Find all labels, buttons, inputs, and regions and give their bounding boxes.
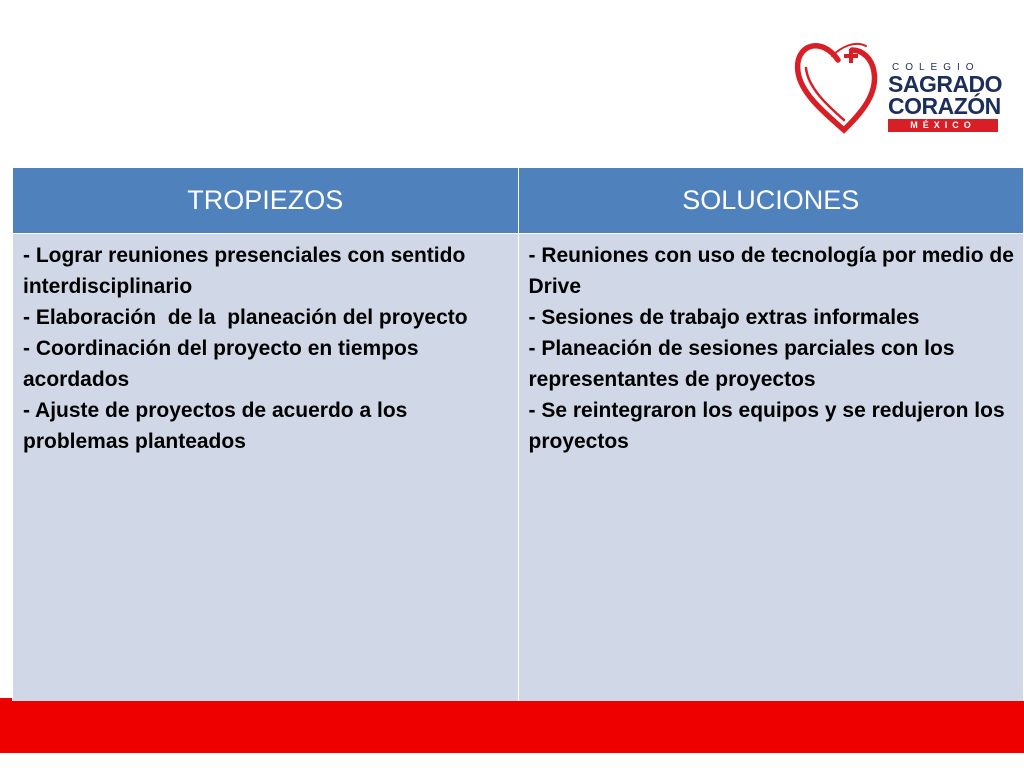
tropiezo-item: - Elaboración de la planeación del proyecto xyxy=(23,306,468,329)
solucion-item: - Reuniones con uso de tecnología por medio de Drive xyxy=(528,244,1020,298)
table-header-row xyxy=(13,168,1024,234)
logo-wordmark xyxy=(888,62,1003,132)
solucion-item: - Se reintegraron los equipos y se redujeron los proyectos xyxy=(528,399,1011,453)
table-body-row xyxy=(13,234,1024,703)
logo-colegio: COLEGIO xyxy=(892,62,980,73)
tropiezos-cell xyxy=(13,234,519,703)
header-soluciones: SOLUCIONES xyxy=(518,168,1024,234)
tropiezos-soluciones-table xyxy=(12,167,1024,703)
tropiezo-item: - Lograr reuniones presenciales con sentido interdisciplinario xyxy=(23,244,472,298)
footer-red-bar xyxy=(0,701,1024,753)
logo-corazon: CORAZÓN xyxy=(888,93,1001,119)
logo-mexico-band: MÉXICO xyxy=(888,119,998,132)
header-tropiezos: TROPIEZOS xyxy=(13,168,519,234)
logo-sagrado: SAGRADO xyxy=(888,71,1003,97)
heart-cross-icon xyxy=(792,30,892,145)
tropiezo-item: - Coordinación del proyecto en tiempos acordados xyxy=(23,337,425,391)
solucion-item: - Sesiones de trabajo extras informales xyxy=(528,306,920,329)
solucion-item: - Planeación de sesiones parciales con los representantes de proyectos xyxy=(528,337,961,391)
soluciones-cell xyxy=(518,234,1024,703)
tropiezo-item: - Ajuste de proyectos de acuerdo a los problemas planteados xyxy=(23,399,414,453)
school-logo xyxy=(792,30,1007,145)
